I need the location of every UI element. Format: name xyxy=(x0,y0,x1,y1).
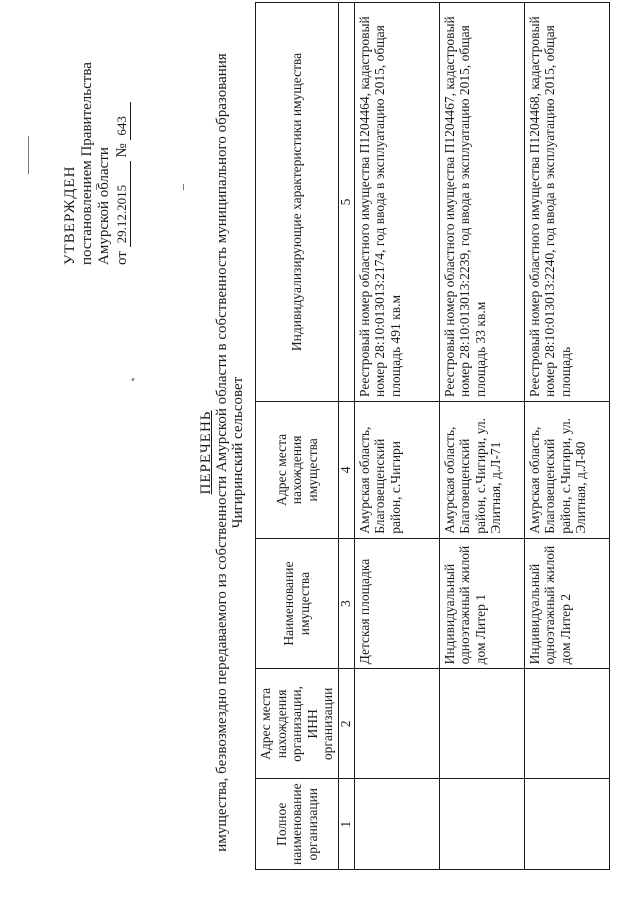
cell-org-address xyxy=(524,669,609,779)
cell-characteristics: Реестровый номер областного имущества П1204464, кадастровый номер 28:10:013013:2174, год ввода в эксплуатацию 2015, общая площадь 491 кв.м xyxy=(354,3,439,402)
cell-org-name xyxy=(354,779,439,870)
table-row xyxy=(439,3,524,870)
cell-characteristics: Реестровый номер областного имущества П1204468, кадастровый номер 28:10:013013:2240, год ввода в эксплуатацию 2015, общая площадь xyxy=(524,3,609,402)
cell-org-address xyxy=(354,669,439,779)
date-prefix: от xyxy=(114,251,130,265)
approval-number: 643 xyxy=(113,102,131,140)
cell-property-name: Индивидуальный одноэтажный жилой дом Литер 1 xyxy=(439,538,524,669)
header-property-name: Наименование имущества xyxy=(256,538,339,669)
header-org-address: Адрес места нахождения организации, ИНН организации xyxy=(256,669,339,779)
column-number: 1 xyxy=(338,779,354,870)
cell-property-address: Амурская область, Благовещенский район, с.Чигири xyxy=(354,401,439,538)
cell-property-name: Индивидуальный одноэтажный жилой дом Литер 2 xyxy=(524,538,609,669)
document-title: ПЕРЕЧЕНЬ xyxy=(198,410,214,495)
column-number: 4 xyxy=(338,401,354,538)
approval-date: 29.12.2015 xyxy=(113,161,131,247)
header-characteristics: Индивидуализирующие характеристики имущества xyxy=(256,3,339,402)
approval-decree: постановлением Правительства xyxy=(79,62,95,265)
cell-org-address xyxy=(439,669,524,779)
approval-block xyxy=(62,25,131,265)
number-prefix: № xyxy=(114,143,130,158)
table-row xyxy=(524,3,609,870)
approval-region: Амурской области xyxy=(96,147,112,265)
document-subtitle-line2: Чигиринский сельсовет xyxy=(230,376,246,529)
header-property-address: Адрес места нахождения имущества xyxy=(256,401,339,538)
cell-property-name: Детская площадка xyxy=(354,538,439,669)
cell-org-name xyxy=(439,779,524,870)
column-number: 2 xyxy=(338,669,354,779)
cell-org-name xyxy=(524,779,609,870)
header-org-name: Полное наименование организации xyxy=(256,779,339,870)
property-table xyxy=(255,2,610,870)
cell-property-address: Амурская область, Благовещенский район, с.Чигири, ул. Элитная, д.Л-80 xyxy=(524,401,609,538)
approval-date-line xyxy=(113,25,131,265)
document-heading xyxy=(198,0,246,905)
column-number: 5 xyxy=(338,3,354,402)
cell-characteristics: Реестровый номер областного имущества П1204467, кадастровый номер 28:10:013013:2239, год ввода в эксплуатацию 2015, общая площадь 33 кв.м xyxy=(439,3,524,402)
column-number-row xyxy=(338,3,354,870)
cell-property-address: Амурская область, Благовещенский район, с.Чигири, ул. Элитная, д.Л-71 xyxy=(439,401,524,538)
table-header-row xyxy=(256,3,339,870)
document-subtitle: имущества, безвозмездно передаваемого из собственности Амурской области в собственность муниципального образования xyxy=(214,53,230,852)
approval-title: УТВЕРЖДЕН xyxy=(62,165,78,265)
table-row xyxy=(354,3,439,870)
column-number: 3 xyxy=(338,538,354,669)
